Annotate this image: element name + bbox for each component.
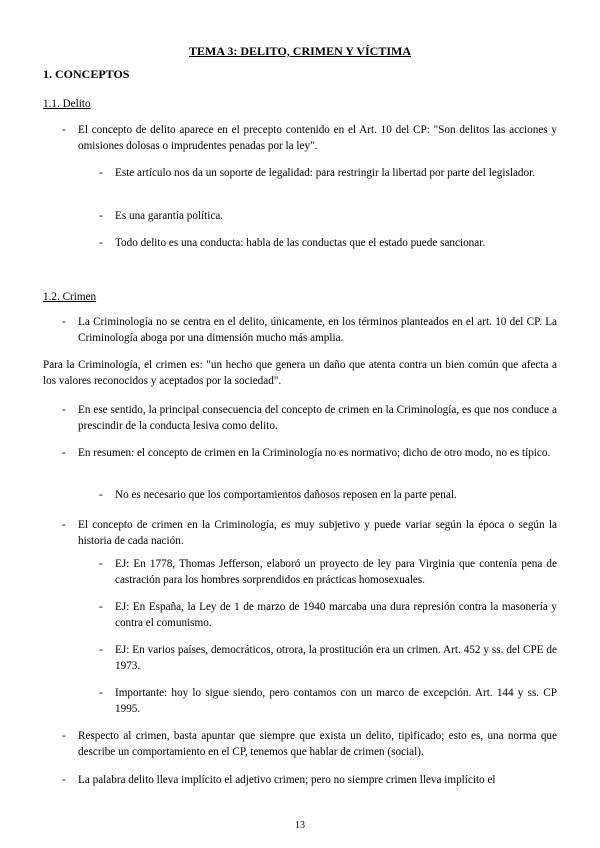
list-bullet: - bbox=[62, 316, 66, 328]
list-item: No es necesario que los comportamientos dañosos reposen en la parte penal. bbox=[115, 489, 457, 501]
list-item: La Criminología no se centra en el delito, únicamente, en los términos planteados en el art. 10 del CP. La Criminología aboga por una dimensión mucho más amplia. bbox=[78, 316, 557, 344]
list-bullet: - bbox=[99, 489, 103, 501]
list-item: EJ: En España, la Ley de 1 de marzo de 1940 marcaba una dura represión contra la masonería y contra el comunismo. bbox=[115, 601, 557, 629]
list-bullet: - bbox=[99, 237, 103, 249]
list-item: Este artículo nos da un soporte de legalidad: para restringir la libertad por parte del legislador. bbox=[115, 167, 536, 179]
list-item: En ese sentido, la principal consecuencia del concepto de crimen en la Criminología, es que nos conduce a prescindir de la conducta lesiva como delito. bbox=[78, 404, 557, 432]
subsection-heading-delito: 1.1. Delito bbox=[43, 98, 91, 110]
list-bullet: - bbox=[99, 167, 103, 179]
list-bullet: - bbox=[62, 124, 66, 136]
list-bullet: - bbox=[99, 644, 103, 656]
list-bullet: - bbox=[99, 601, 103, 613]
list-bullet: - bbox=[62, 404, 66, 416]
list-bullet: - bbox=[62, 774, 66, 786]
list-item: EJ: En 1778, Thomas Jefferson, elaboró un proyecto de ley para Virginia que contenía pena de castración para los hombres sorprendidos en prácticas homosexuales. bbox=[115, 558, 557, 586]
list-item: En resumen: el concepto de crimen en la Criminología no es normativo; dicho de otro modo, no es típico. bbox=[78, 447, 551, 459]
list-bullet: - bbox=[99, 687, 103, 699]
list-bullet: - bbox=[62, 519, 66, 531]
list-item: Respecto al crimen, basta apuntar que siempre que exista un delito, tipificado; esto es, una norma que describe un comportamiento en el CP, tenemos que hablar de crimen (social). bbox=[78, 730, 557, 758]
list-item: El concepto de delito aparece en el precepto contenido en el Art. 10 del CP: "Son delitos las acciones y omisiones dolosas o imprudentes penadas por la ley". bbox=[78, 124, 557, 152]
list-bullet: - bbox=[62, 447, 66, 459]
list-bullet: - bbox=[99, 210, 103, 222]
list-item: La palabra delito lleva implícito el adjetivo crimen; pero no siempre crimen lleva implícito el bbox=[78, 774, 496, 786]
list-bullet: - bbox=[62, 730, 66, 742]
list-item: Es una garantía política. bbox=[115, 210, 224, 222]
subsection-heading-crimen: 1.2. Crimen bbox=[43, 291, 97, 303]
list-bullet: - bbox=[99, 558, 103, 570]
definition-paragraph: Para la Criminología, el crimen es: "un hecho que genera un daño que atenta contra un bien común que afecta a los valores reconocidos y aceptados por la sociedad". bbox=[43, 359, 557, 387]
page-number: 13 bbox=[295, 820, 305, 831]
section-heading-conceptos: 1. CONCEPTOS bbox=[43, 67, 130, 81]
list-item: Todo delito es una conducta: habla de las conductas que el estado puede sancionar. bbox=[115, 237, 486, 249]
page-title: TEMA 3: DELITO, CRIMEN Y VÍCTIMA bbox=[188, 44, 412, 58]
list-item: Importante: hoy lo sigue siendo, pero contamos con un marco de excepción. Art. 144 y ss. CP 1995. bbox=[115, 687, 557, 715]
list-item: EJ: En varios países, democráticos, otrora, la prostitución era un crimen. Art. 452 y ss. del CPE de 1973. bbox=[115, 644, 557, 672]
list-item: El concepto de crimen en la Criminología, es muy subjetivo y puede variar según la época o según la historia de cada nación. bbox=[78, 519, 557, 547]
